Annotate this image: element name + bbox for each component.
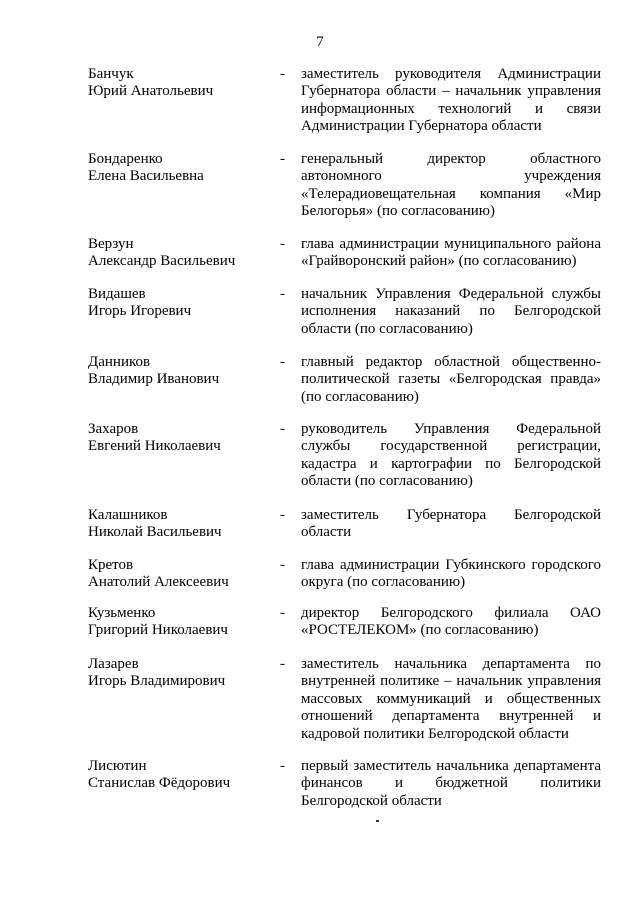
member-name: [88, 66, 273, 101]
member-role: генеральный директор областного автономного учреждения «Телерадиовещательная компания «Мир Белогорья» (по согласованию): [301, 151, 601, 220]
member-given-names: Елена Васильевна: [88, 168, 204, 185]
member-surname: Видашев: [88, 286, 146, 302]
member-name: [88, 557, 273, 592]
member-role: заместитель начальника департамента по внутренней политике – начальник управления массовых коммуникаций и общественных отношений департамента внутренней и кадровой политики Белгородской области: [301, 656, 601, 742]
member-surname: Банчук: [88, 66, 134, 82]
member-role: глава администрации муниципального района «Грайворонский район» (по согласованию): [301, 236, 601, 270]
dash-separator: -: [280, 354, 285, 370]
member-given-names: Игорь Владимирович: [88, 673, 226, 690]
dash-separator: -: [280, 656, 285, 672]
member-role: начальник Управления Федеральной службы исполнения наказаний по Белгородской области (по согласованию): [301, 286, 601, 337]
member-name: [88, 507, 273, 542]
dash-separator: -: [280, 66, 285, 82]
member-role: заместитель Губернатора Белгородской области: [301, 507, 601, 541]
dash-separator: -: [280, 236, 285, 252]
dash-separator: -: [280, 286, 285, 302]
member-given-names: Григорий Николаевич: [88, 622, 228, 639]
member-role: первый заместитель начальника департамента финансов и бюджетной политики Белгородской области: [301, 758, 601, 809]
member-surname: Калашников: [88, 507, 168, 523]
member-given-names: Игорь Игоревич: [88, 303, 192, 320]
member-surname: Захаров: [88, 421, 139, 437]
member-surname: Бондаренко: [88, 151, 163, 167]
member-name: [88, 354, 273, 389]
dash-separator: -: [280, 557, 285, 573]
dash-separator: -: [280, 605, 285, 621]
dash-separator: -: [280, 507, 285, 523]
dash-separator: -: [280, 758, 285, 774]
member-surname: Верзун: [88, 236, 134, 252]
member-given-names: Анатолий Алексеевич: [88, 574, 229, 591]
member-given-names: Юрий Анатольевич: [88, 83, 214, 100]
page-number: 7: [316, 34, 324, 50]
dash-separator: -: [280, 421, 285, 437]
member-surname: Кузьменко: [88, 605, 156, 621]
member-name: [88, 605, 273, 640]
member-given-names: Александр Васильевич: [88, 253, 236, 270]
member-surname: Лазарев: [88, 656, 139, 672]
member-role: глава администрации Губкинского городского округа (по согласованию): [301, 557, 601, 591]
member-name: [88, 758, 273, 793]
member-role: директор Белгородского филиала ОАО «РОСТЕЛЕКОМ» (по согласованию): [301, 605, 601, 639]
member-surname: Кретов: [88, 557, 134, 573]
scan-speck: [376, 820, 379, 822]
member-surname: Лисютин: [88, 758, 147, 774]
member-surname: Данников: [88, 354, 151, 370]
dash-separator: -: [280, 151, 285, 167]
member-given-names: Евгений Николаевич: [88, 438, 221, 455]
member-name: [88, 656, 273, 691]
member-name: [88, 286, 273, 321]
member-name: [88, 151, 273, 186]
member-role: руководитель Управления Федеральной службы государственной регистрации, кадастра и картографии по Белгородской области (по согласованию): [301, 421, 601, 490]
member-given-names: Станислав Фёдорович: [88, 775, 231, 792]
member-given-names: Николай Васильевич: [88, 524, 222, 541]
member-given-names: Владимир Иванович: [88, 371, 220, 388]
member-name: [88, 236, 273, 271]
member-role: главный редактор областной общественно-политической газеты «Белгородская правда» (по согласованию): [301, 354, 601, 405]
member-name: [88, 421, 273, 456]
member-role: заместитель руководителя Администрации Губернатора области – начальник управления информационных технологий и связи Администрации Губернатора области: [301, 66, 601, 135]
